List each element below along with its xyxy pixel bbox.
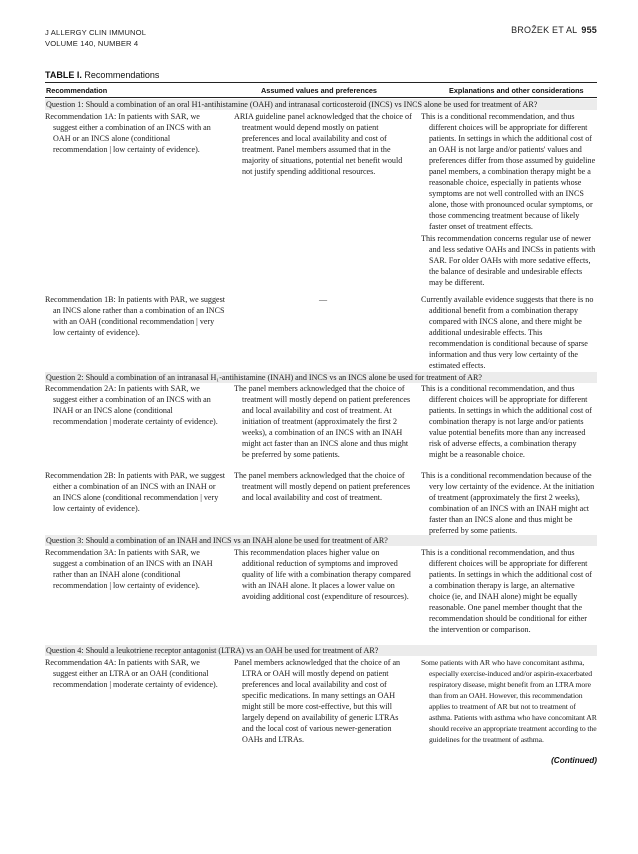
values-cell-2a: The panel members acknowledged that the choice of treatment will mostly depend on patient preferences and local availability and cost of treatment. At initiation of treatment (approximately the first 2 weeks), a combination of an INCS with an INAH might act faster than an INCS alone and thus might be preferred by some patients. — [234, 384, 411, 460]
column-header-recommendation: Recommendation — [46, 85, 108, 95]
page-number: 955 — [581, 25, 597, 35]
column-header-explanations: Explanations and other considerations — [449, 85, 584, 95]
explanation-cell-2a: This is a conditional recommendation, and thus different choices will be appropriate for different patients. In settings in which the additional cost of combination therapy is not large and/or patients value potential benefits more than any increased risk of adverse effects, a combination therapy might be a reasonable choice. — [421, 384, 592, 460]
question-row-2 — [45, 372, 597, 383]
explanation-cell-1b: Currently available evidence suggests that there is no additional benefit from a combination therapy compared with INCS alone, and there might be additional undesirable effects. This recommendation is conditional because of sparse information and thus very low certainty of the estimated effects. — [421, 295, 594, 371]
recommendation-cell-4a: Recommendation 4A: In patients with SAR, we suggest either an LTRA or an OAH (conditional recommendation | moderate certainty of evidence). — [45, 658, 218, 690]
table-column-header — [45, 82, 597, 98]
explanation-cell-2b: This is a conditional recommendation because of the very low certainty of the evidence. At the initiation of treatment (approximately the first 2 weeks), combination of an INCS with an INAH might act faster than an INCS alone and thus might be preferred by some patients. — [421, 471, 595, 536]
explanation-cell-3a: This is a conditional recommendation, and thus different choices will be appropriate for different patients. In settings in which the additional cost of a combination therapy is large, an alternative choice (ie, and INAH alone) might be equally reasonable. One panel member thought that the recommendation should be conditional for either the intervention or comparison. — [421, 548, 592, 635]
volume-issue: VOLUME 140, NUMBER 4 — [45, 39, 139, 48]
explanation-paragraph: This is a conditional recommendation, and thus different choices will be appropriate for different patients. In settings in which the additional cost of an OAH is not large and/or patients' values and preferences differ from those assumed by guideline panel members, a combination therapy might be a reasonable choice, especially in patients whose symptoms are not well controlled with an INCS alone, those with pronounced ocular symptoms, or those commencing treatment because of likely faster onset of treatment effects. — [421, 112, 596, 232]
question-row-4 — [45, 645, 597, 656]
question-text: Question 2: Should a combination of an intranasal H₁-antihistamine (INAH) and INCS vs an INCS alone be used for treatment of AR? — [46, 373, 482, 382]
recommendation-cell-2a: Recommendation 2A: In patients with SAR, we suggest either a combination of an INCS with an INAH or an INCS alone (conditional recommendation | moderate certainty of evidence). — [45, 384, 218, 427]
question-text: Question 1: Should a combination of an oral H1-antihistamine (OAH) and intranasal corticosteroid (INCS) vs INCS alone be used for treatment of AR? — [46, 100, 538, 109]
recommendation-cell-1b: Recommendation 1B: In patients with PAR, we suggest an INCS alone rather than a combination of an INCS with an OAH (conditional recommendation | very low certainty of evidence). — [45, 295, 225, 338]
running-header — [45, 27, 146, 49]
recommendation-cell-1a: Recommendation 1A: In patients with SAR, we suggest either a combination of an INCS with an OAH or an INCS alone (conditional recommendation | low certainty of evidence). — [45, 112, 211, 155]
question-row-3 — [45, 535, 597, 546]
explanation-paragraph: This recommendation concerns regular use of newer and less sedative OAHs and INCSs in patients with SAR. For older OAHs with more sedative effects, the balance of desirable and undesirable effects may be different. — [421, 233, 596, 287]
author-names: BROŽEK ET AL — [511, 25, 578, 35]
values-cell-1b: — — [318, 295, 328, 304]
explanation-cell-4a: Some patients with AR who have concomitant asthma, especially exercise-induced and/or aspirin-exacerbated respiratory disease, might benefit from an LTRA more than from an OAH. However, this recommendation applies to treatment of AR but not to treatment of asthma. Patients with asthma who have concomitant AR should receive an appropriate treatment according to the guidelines for the treatment of asthma. — [421, 658, 597, 745]
question-text: Question 3: Should a combination of an INAH and INCS vs an INAH alone be used for treatment of AR? — [46, 536, 388, 545]
running-header-right — [511, 25, 597, 35]
table-caption — [45, 70, 159, 80]
values-cell-4a: Panel members acknowledged that the choice of an LTRA or OAH will mostly depend on patient preferences and local availability and cost of specific medications. In many settings an OAH might still be more cost-effective, but this will largely depend on availability of generic LTRAs and the local cost of various newer-generation OAHs and LTRAs. — [234, 658, 401, 745]
question-text: Question 4: Should a leukotriene receptor antagonist (LTRA) vs an OAH be used for treatment of AR? — [46, 646, 379, 655]
recommendation-cell-3a: Recommendation 3A: In patients with SAR, we suggest a combination of an INCS with an INAH rather than an INAH alone (conditional recommendation | low certainty of evidence). — [45, 548, 213, 591]
values-cell-1a: ARIA guideline panel acknowledged that the choice of treatment would depend mostly on patient preferences and local availability and cost of treatment. Panel members assumed that in the majority of situations, potential net benefit would not justify spending additional resources. — [234, 112, 412, 177]
explanation-cell-1a — [421, 111, 597, 288]
column-header-values: Assumed values and preferences — [261, 85, 377, 95]
recommendation-cell-2b: Recommendation 2B: In patients with PAR, we suggest either a combination of an INCS with an INAH or an INCS alone (conditional recommendation | very low certainty of evidence). — [45, 471, 225, 514]
question-row-1 — [45, 99, 597, 110]
continued-note: (Continued) — [551, 756, 597, 765]
values-cell-3a: This recommendation places higher value on additional reduction of symptoms and improved quality of life with a combination therapy compared with an INAH alone. It places a lower value on avoiding additional cost (expenditure of resources). — [234, 548, 411, 602]
table-title: Recommendations — [84, 70, 160, 80]
table-label: TABLE I. — [45, 70, 82, 80]
journal-name: J ALLERGY CLIN IMMUNOL — [45, 28, 147, 37]
values-cell-2b: The panel members acknowledged that the choice of treatment will mostly depend on patient preferences and local availability and cost of treatment. — [234, 471, 411, 503]
